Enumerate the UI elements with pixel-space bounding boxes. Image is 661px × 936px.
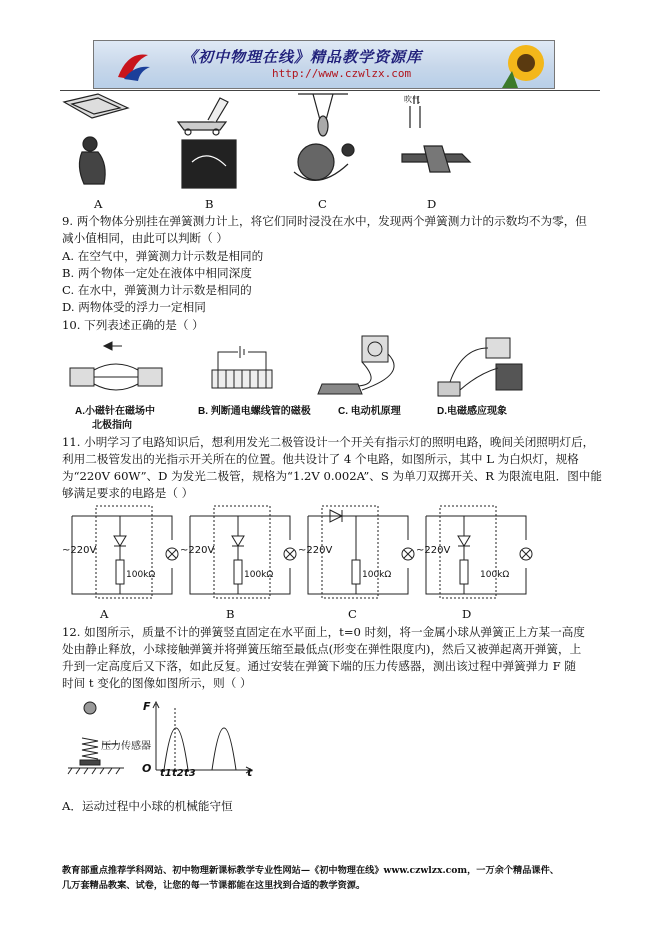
logo-icon (114, 47, 154, 83)
q10-caption-a2: 北极指向 (92, 420, 132, 431)
circuit-b-resistance: 100kΩ (244, 570, 274, 580)
q11-label-d: D (462, 607, 472, 621)
q9-option-a: A. 在空气中，弹簧测力计示数是相同的 (62, 249, 264, 263)
q12-option-a: A．运动过程中小球的机械能守恒 (62, 799, 233, 813)
q11-line2: 利用二极管发出的光指示开关所在的位置。他共设计了 4 个电路，如图所示，其中 L 为白炽灯，规格 (62, 452, 579, 466)
q9-line1: 9. 两个物体分别挂在弹簧测力计上，将它们同时浸没在水中，发现两个弹簧测力计的示数均不为零，但 (62, 214, 587, 228)
q11-line1: 11. 小明学习了电路知识后，想利用发光二极管设计一个开关有指示灯的照明电路，晚间关闭照明灯后， (62, 435, 595, 449)
q10-stem: 10. 下列表述正确的是（ ） (62, 318, 204, 332)
sensor-label: 压力传感器 (101, 741, 151, 752)
q8-label-c: C (318, 197, 327, 211)
circuit-b-voltage: ~220V (180, 545, 215, 556)
q10-caption-b: B. 判断通电螺线管的磁极 (198, 406, 311, 417)
footer-line2: 几万套精品教案、试卷，让您的每一节课都能在这里找到合适的教学资源。 (62, 880, 366, 891)
circuit-d-voltage: ~220V (416, 545, 451, 556)
axis-f-label: F (143, 700, 151, 713)
circuit-c-resistance: 100kΩ (362, 570, 392, 580)
q12-line4: 时间 t 变化的图像如图所示，则（ ） (62, 676, 252, 690)
q11-line3: 为“220V 60W”、D 为发光二极管，规格为“1.2V 0.002A”、S 为单刀双掷开关、R 为限流电阻．图中能 (62, 469, 602, 483)
sunflower-icon (494, 41, 554, 88)
t3-label: t3 (184, 768, 196, 779)
q11-line4: 够满足要求的电路是（ ） (62, 486, 194, 500)
q10-caption-a: A.小磁针在磁场中 (75, 406, 155, 417)
axis-t-label: t (247, 766, 253, 779)
q10-figure (62, 334, 532, 400)
q9-option-c: C. 在水中，弹簧测力计示数是相同的 (62, 283, 252, 297)
q11-label-c: C (348, 607, 357, 621)
q12-line2: 处由静止释放，小球接触弹簧并将弹簧压缩至最低点(形变在弹性限度内)，然后又被弹起离开弹簧，上 (62, 642, 582, 656)
q9-line2: 减小值相同，由此可以判断（ ） (62, 231, 228, 245)
q8-d-note-text: 吹气 (404, 95, 420, 104)
q10-caption-d: D.电磁感应现象 (437, 406, 507, 417)
q12-line3: 升到一定高度后又下落，如此反复。通过安装在弹簧下端的压力传感器，测出该过程中弹簧弹力 F 随 (62, 659, 576, 673)
circuit-d-resistance: 100kΩ (480, 570, 510, 580)
q8-label-b: B (205, 197, 214, 211)
q10-caption-c: C. 电动机原理 (338, 406, 401, 417)
header-rule (60, 90, 600, 91)
q11-label-b: B (226, 607, 235, 621)
circuit-c-voltage: ~220V (298, 545, 333, 556)
q8-label-a: A (94, 197, 103, 211)
t1-label: t1 (160, 768, 172, 779)
header-banner (93, 40, 555, 89)
banner-url: http://www.czwlzx.com (272, 67, 412, 80)
circuit-a-resistance: 100kΩ (126, 570, 156, 580)
q11-label-a: A (100, 607, 109, 621)
footer-line1: 教育部重点推荐学科网站、初中物理新课标教学专业性网站—《初中物理在线》www.czwlzx.com，一万余个精品课件、 (62, 865, 559, 876)
banner-title: 《初中物理在线》精品教学资源库 (182, 48, 423, 66)
circuit-a-voltage: ~220V (62, 545, 97, 556)
t2-label: t2 (172, 768, 184, 779)
origin-label: O (142, 762, 152, 775)
q9-option-b: B. 两个物体一定处在液体中相同深度 (62, 266, 252, 280)
q8-label-d: D (427, 197, 437, 211)
q9-option-d: D. 两物体受的浮力一定相同 (62, 300, 206, 314)
q12-line1: 12. 如图所示，质量不计的弹簧竖直固定在水平面上，t=0 时刻，将一金属小球从弹簧正上方某一高度 (62, 625, 585, 639)
